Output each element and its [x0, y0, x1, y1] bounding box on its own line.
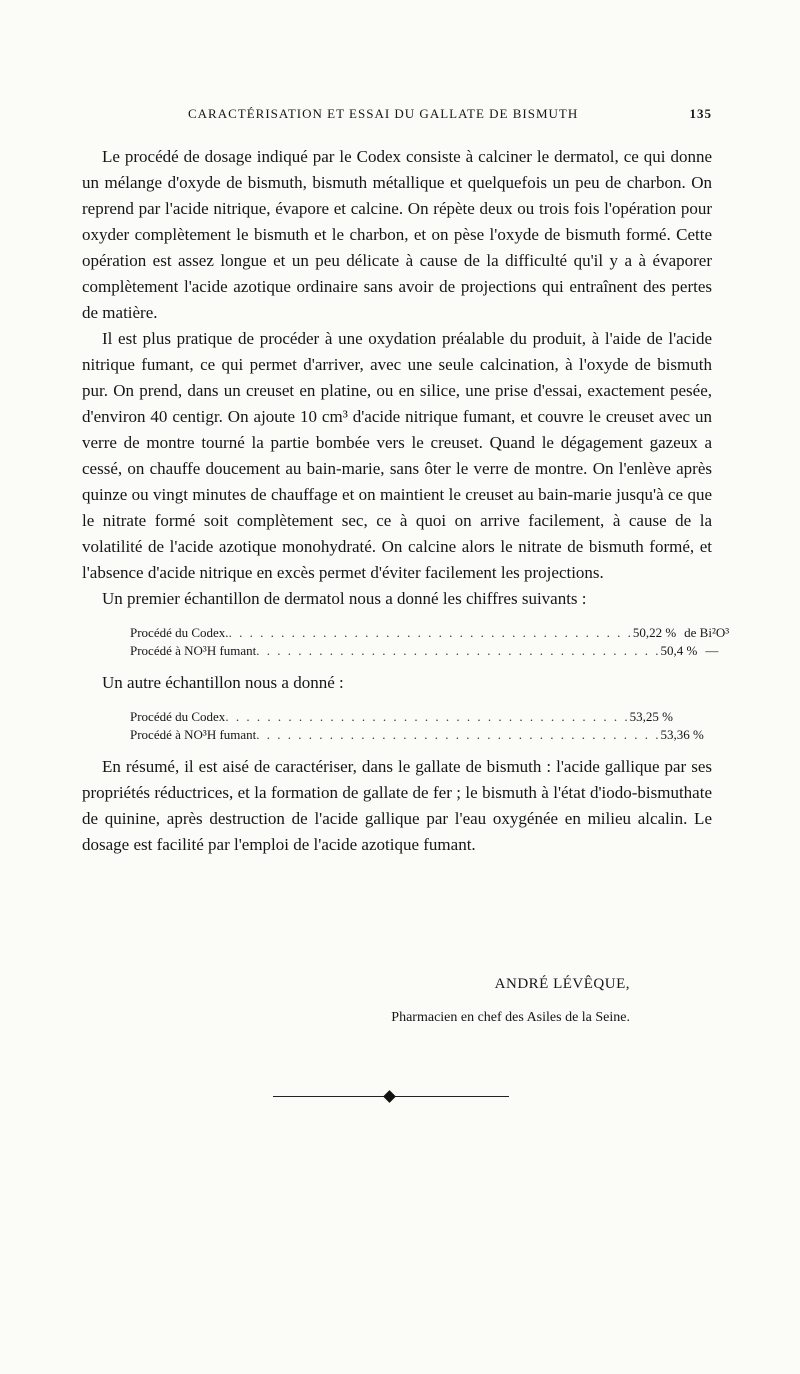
paragraph-summary: En résumé, il est aisé de caractériser, dans le gallate de bismuth : l'acide gallique par ses propriétés réductrices, et la formation de gallate de fer ; le bismuth à l'état d'iodo-bismuthate de quinine, après destruction de l'acide gallique par l'eau oxygénée en milieu alcalin. Le dosage est facilité par l'emploi de l'acide azotique fumant. — [82, 757, 712, 854]
result-method: Procédé à NO³H fumant — [130, 727, 257, 742]
result-row — [130, 726, 704, 744]
author-affiliation: Pharmacien en chef des Asiles de la Seine. — [391, 1010, 630, 1025]
result-method: Procédé à NO³H fumant — [130, 643, 257, 658]
result-value: 50,22 % — [632, 625, 677, 640]
result-value: 50,4 % — [660, 643, 698, 658]
section-divider — [273, 1090, 509, 1102]
result-row — [130, 624, 730, 642]
dot-leader: . . . . . . . . . . . . . . . . . . . . . . . . . . . . . . . . . . . . . . . — [228, 625, 633, 640]
result-unit: de Bi²O³ — [684, 625, 730, 640]
paragraph-codex-method: Le procédé de dosage indiqué par le Codex consiste à calciner le dermatol, ce qui donne un mélange d'oxyde de bismuth, bismuth métallique et quelquefois un peu de charbon. On reprend par l'acide nitrique, évapore et calcine. On répète deux ou trois fois l'opération pour oxyder complètement le bismuth et le charbon, et on pèse l'oxyde de bismuth formé. Cette opération est assez longue et un peu délicate à cause de la difficulté qu'il y a à évaporer complètement l'acide azotique ordinaire sans avoir de projections qui entraînent des pertes de matière. — [82, 147, 712, 322]
result-row — [130, 708, 673, 726]
paragraph-first-sample: Un premier échantillon de dermatol nous a donné les chiffres suivants : — [102, 589, 587, 608]
results-table-second-sample — [130, 708, 704, 744]
result-method: Procédé du Codex — [130, 709, 226, 724]
paragraph-second-sample: Un autre échantillon nous a donné : — [102, 673, 344, 692]
article-body — [82, 144, 730, 858]
running-header — [82, 106, 712, 126]
paragraph-fuming-acid-method: Il est plus pratique de procéder à une oxydation préalable du produit, à l'aide de l'acide nitrique fumant, ce qui permet d'arriver, avec une seule calcination, à l'oxyde de bismuth pur. On prend, dans un creuset en platine, ou en silice, une prise d'essai, exactement pesée, d'environ 40 centigr. On ajoute 10 cm³ d'acide nitrique fumant, et couvre le creuset avec un verre de montre tourné la partie bombée vers le creuset. Quand le dégagement gazeux a cessé, on chauffe doucement au bain-marie, sans ôter le verre de montre. On l'enlève après quinze ou vingt minutes de chauffage et on maintient le creuset au bain-marie jusqu'à ce que le nitrate formé soit complètement sec, ce à quoi on arrive facilement, à cause de la volatilité de l'acide azotique monohydraté. On calcine alors le nitrate de bismuth formé, et l'absence d'acide nitrique en excès permet d'éviter facilement les projections. — [82, 329, 712, 582]
result-unit: — — [705, 643, 719, 658]
dot-leader: . . . . . . . . . . . . . . . . . . . . . . . . . . . . . . . . . . . . . . . — [256, 727, 661, 742]
result-value: 53,36 % — [660, 727, 704, 742]
result-value: 53,25 % — [629, 709, 673, 724]
dot-leader: . . . . . . . . . . . . . . . . . . . . . . . . . . . . . . . . . . . . . . . — [256, 643, 661, 658]
author-name: ANDRÉ LÉVÊQUE, — [494, 976, 630, 992]
result-method: Procédé du Codex. — [130, 625, 229, 640]
dot-leader: . . . . . . . . . . . . . . . . . . . . . . . . . . . . . . . . . . . . . . . — [225, 709, 630, 724]
page-number: 135 — [689, 106, 712, 121]
diamond-ornament-icon — [383, 1090, 396, 1103]
result-row — [130, 642, 719, 660]
running-title: CARACTÉRISATION ET ESSAI DU GALLATE DE BISMUTH — [188, 106, 579, 121]
results-table-first-sample — [130, 624, 730, 660]
